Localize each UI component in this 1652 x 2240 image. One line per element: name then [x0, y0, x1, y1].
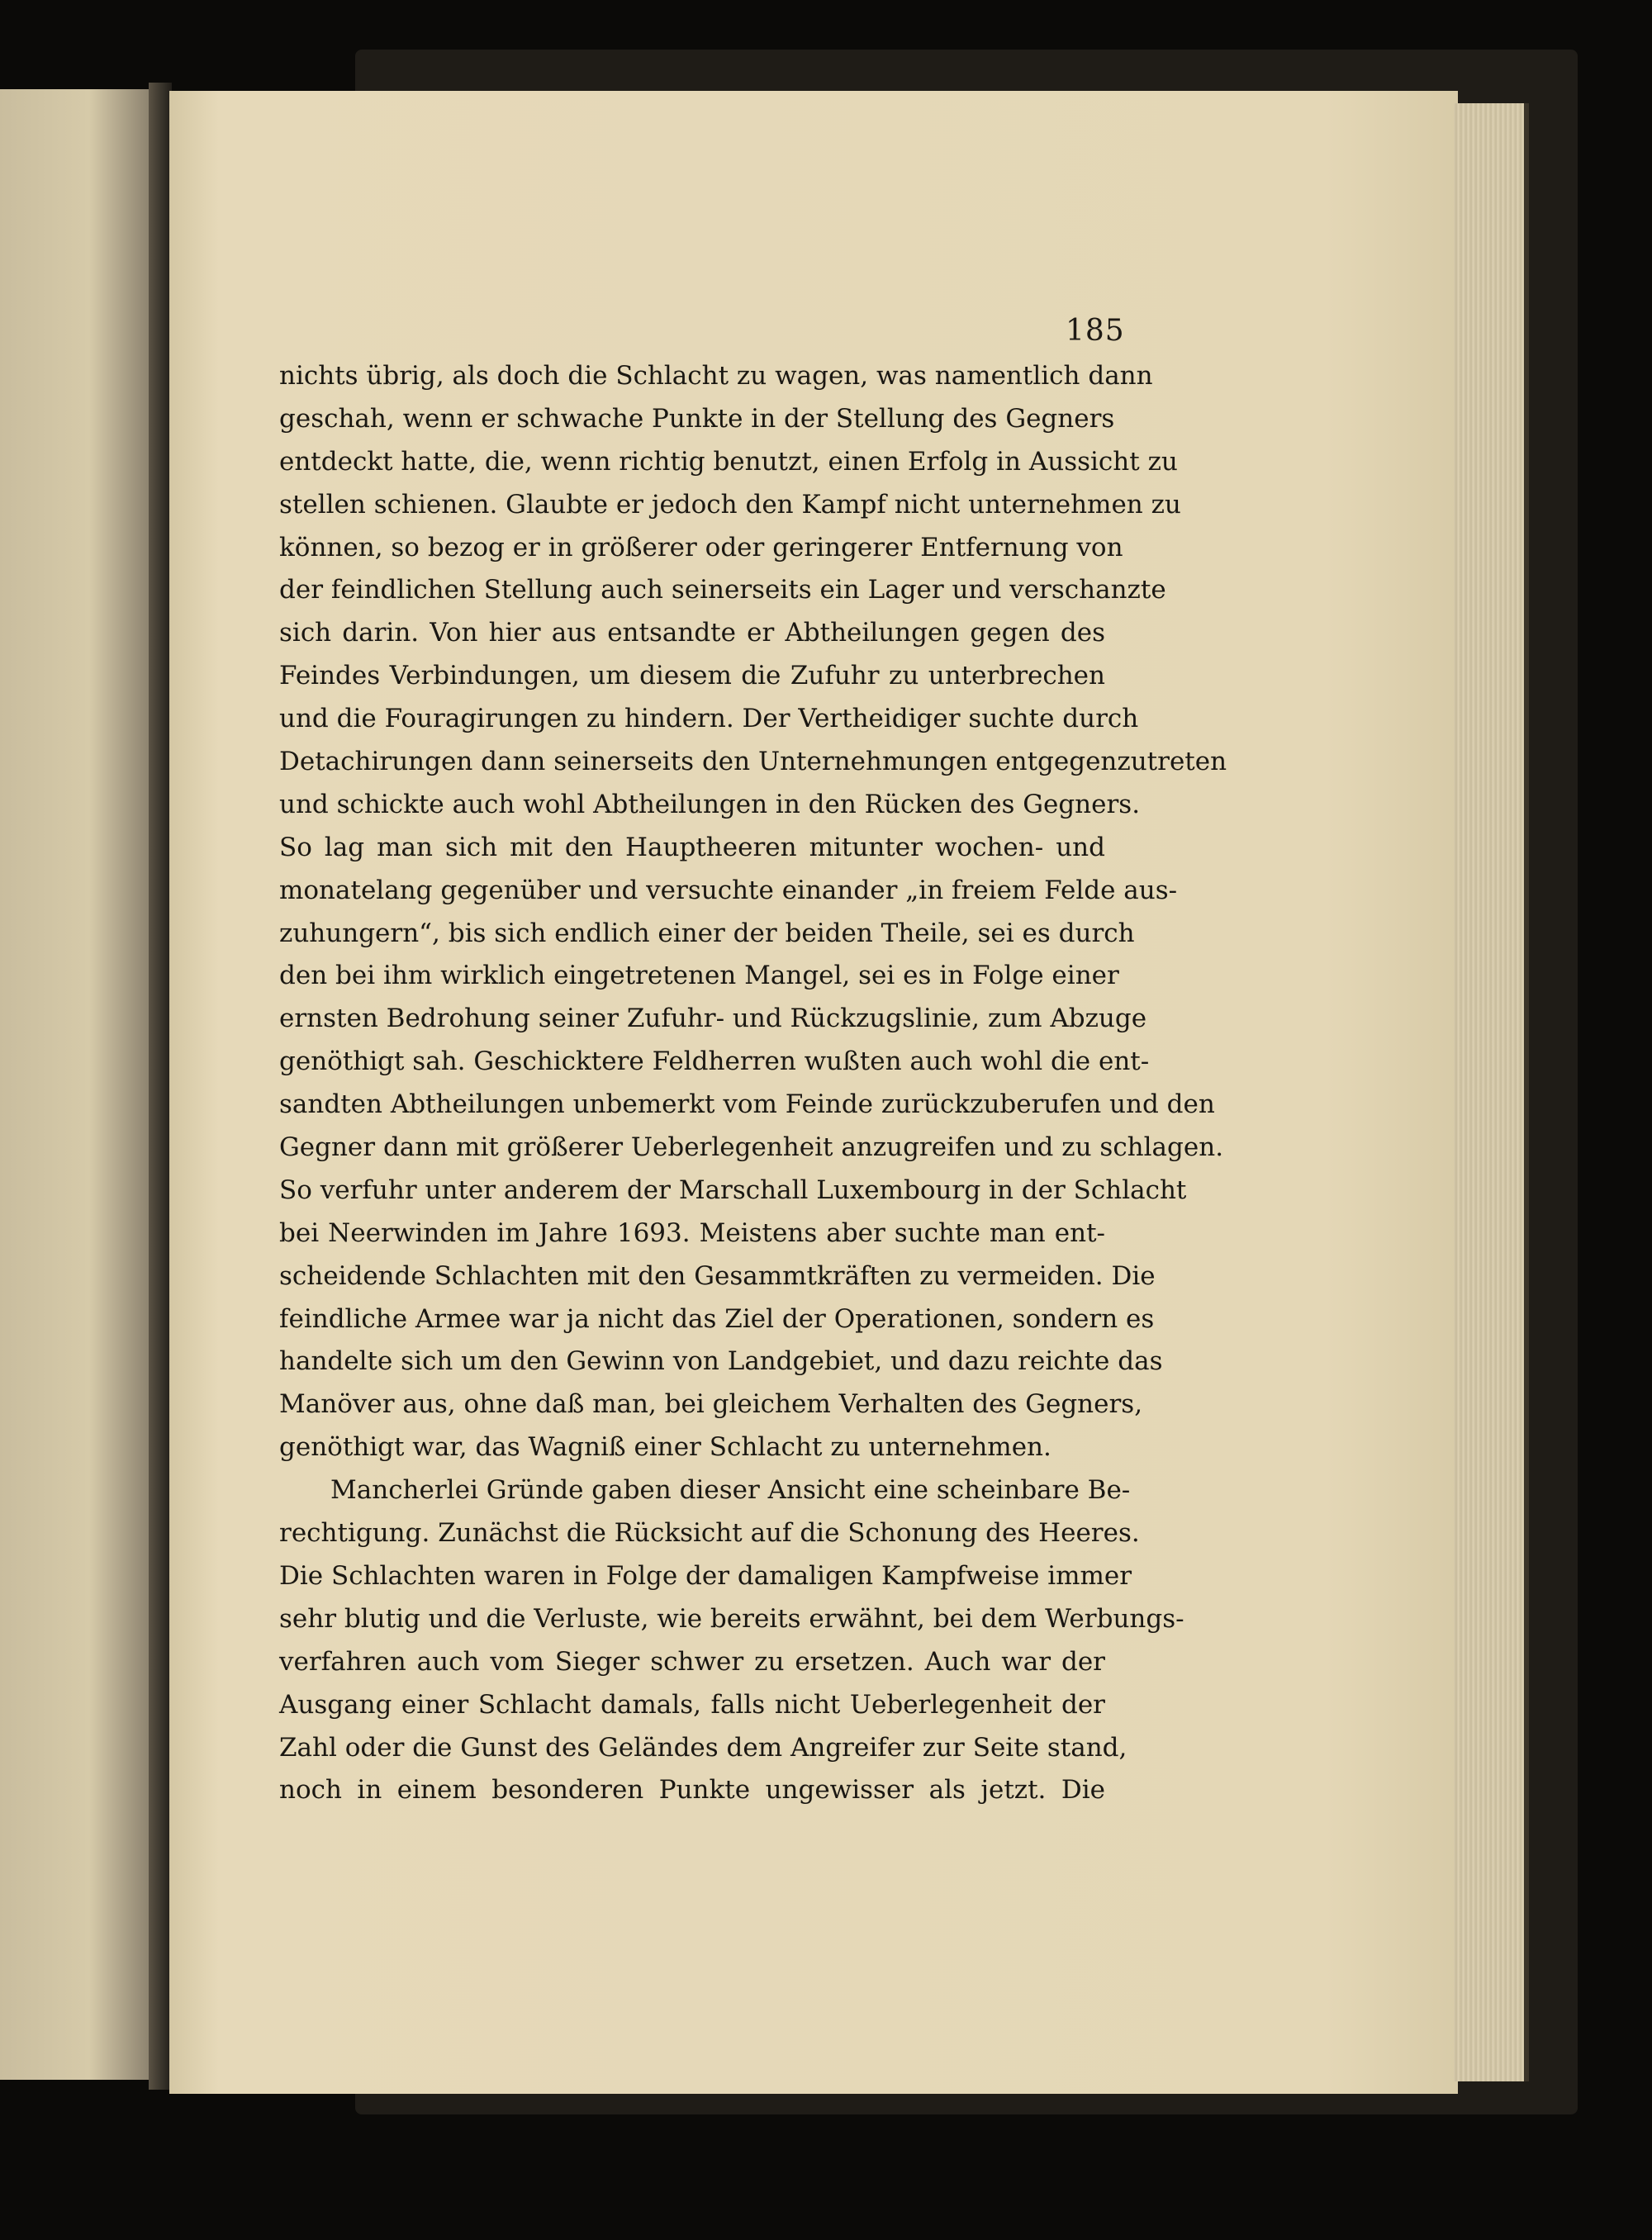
text-line: monatelang gegenüber und versuchte einander „in freiem Felde aus-: [279, 875, 1178, 905]
text-line: nichts übrig, als doch die Schlacht zu wagen, was namentlich dann: [279, 361, 1153, 391]
text-line: Die Schlachten waren in Folge der damaligen Kampfweise immer: [279, 1560, 1132, 1591]
text-line: Detachirungen dann seinerseits den Unternehmungen entgegenzutreten: [279, 747, 1227, 777]
text-line: zuhungern“, bis sich endlich einer der beiden Theile, sei es durch: [279, 918, 1135, 948]
text-line: und die Fouragirungen zu hindern. Der Vertheidiger suchte durch: [279, 704, 1139, 734]
text-line: genöthigt war, das Wagniß einer Schlacht zu unternehmen.: [279, 1432, 1051, 1463]
text-line: Manöver aus, ohne daß man, bei gleichem Verhalten des Gegners,: [279, 1389, 1143, 1420]
text-line: sehr blutig und die Verluste, wie bereits erwähnt, bei dem Werbungs-: [279, 1603, 1184, 1634]
text-line: verfahren auch vom Sieger schwer zu ersetzen. Auch war der: [279, 1646, 1105, 1677]
book-gutter: [149, 83, 172, 2090]
text-line: genöthigt sah. Geschicktere Feldherren wußten auch wohl die ent-: [279, 1046, 1150, 1077]
text-line: und schickte auch wohl Abtheilungen in den Rücken des Gegners.: [279, 789, 1141, 819]
text-line: stellen schienen. Glaubte er jedoch den Kampf nicht unternehmen zu: [279, 489, 1181, 520]
text-line: der feindlichen Stellung auch seinerseits ein Lager und verschanzte: [279, 575, 1166, 605]
text-line: entdeckt hatte, die, wenn richtig benutzt, einen Erfolg in Aussicht zu: [279, 446, 1178, 477]
text-line: Mancherlei Gründe gaben dieser Ansicht eine scheinbare Be-: [330, 1475, 1131, 1506]
text-line: bei Neerwinden im Jahre 1693. Meistens aber suchte man ent-: [279, 1217, 1105, 1248]
page-block-edges: [1454, 103, 1529, 2081]
text-line: Feindes Verbindungen, um diesem die Zufuhr zu unterbrechen: [279, 661, 1105, 691]
text-line: können, so bezog er in größerer oder geringerer Entfernung von: [279, 532, 1123, 562]
text-line: sich darin. Von hier aus entsandte er Abtheilungen gegen des: [279, 618, 1105, 648]
text-line: Zahl oder die Gunst des Geländes dem Angreifer zur Seite stand,: [279, 1732, 1127, 1763]
text-line: sandten Abtheilungen unbemerkt vom Feinde zurückzuberufen und den: [279, 1089, 1215, 1120]
body-text: [279, 355, 1227, 1812]
text-line: So verfuhr unter anderem der Marschall Luxembourg in der Schlacht: [279, 1175, 1187, 1205]
left-page-edge: [0, 89, 149, 2080]
text-line: Ausgang einer Schlacht damals, falls nicht Ueberlegenheit der: [279, 1689, 1105, 1720]
text-line: rechtigung. Zunächst die Rücksicht auf die Schonung des Heeres.: [279, 1518, 1140, 1549]
text-line: feindliche Armee war ja nicht das Ziel der Operationen, sondern es: [279, 1303, 1155, 1334]
text-line: geschah, wenn er schwache Punkte in der Stellung des Gegners: [279, 403, 1115, 434]
text-line: ernsten Bedrohung seiner Zufuhr- und Rückzugslinie, zum Abzuge: [279, 1004, 1147, 1034]
text-line: noch in einem besonderen Punkte ungewisser als jetzt. Die: [279, 1775, 1105, 1806]
text-line: Gegner dann mit größerer Ueberlegenheit anzugreifen und zu schlagen.: [279, 1132, 1224, 1163]
text-line: handelte sich um den Gewinn von Landgebiet, und dazu reichte das: [279, 1346, 1163, 1377]
page-number: 185: [1066, 314, 1125, 348]
text-line: So lag man sich mit den Hauptheeren mitunter wochen- und: [279, 832, 1105, 862]
text-line: scheidende Schlachten mit den Gesammtkräften zu vermeiden. Die: [279, 1260, 1156, 1291]
text-line: den bei ihm wirklich eingetretenen Mangel, sei es in Folge einer: [279, 961, 1119, 991]
